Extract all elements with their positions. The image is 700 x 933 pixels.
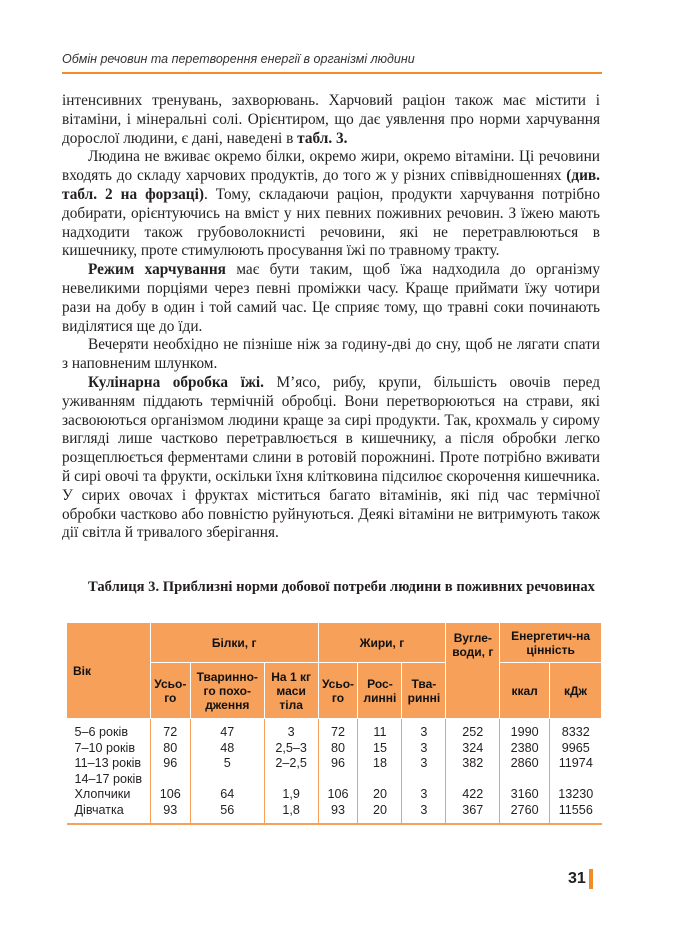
table-cell: 11 bbox=[358, 719, 402, 741]
term-culinary-processing: Кулінарна обробка їжі. bbox=[88, 373, 264, 391]
table-cell: 5 bbox=[190, 756, 264, 772]
table-cell: 11556 bbox=[550, 803, 602, 824]
endpaper-reference: (див. табл. 2 на форзаці) bbox=[62, 167, 600, 203]
table-cell: 13230 bbox=[550, 787, 602, 803]
header-rule bbox=[62, 72, 602, 74]
table-cell: 20 bbox=[358, 803, 402, 824]
table-cell: 72 bbox=[150, 719, 190, 741]
table-cell: 3 bbox=[402, 803, 446, 824]
header-fats-animal: Тва-ринні bbox=[402, 663, 446, 719]
table-cell: 1,8 bbox=[264, 803, 318, 824]
table-cell: 9965 bbox=[550, 741, 602, 757]
paragraph-2-text-b: . Тому, складаючи раціон, продукти харчування потрібно добирати, орієнтуючись на вміст у них певних поживних речовин. З їжею мають надходити також грубоволокнисті речовини, які не перетравлюються в кишечнику, проте стимулюють просування їжі по травному тракту. bbox=[62, 185, 600, 260]
paragraph-1-text: інтенсивних тренувань, захворювань. Харчовий раціон також має містити і вітаміни, і мінеральні солі. Орієнтиром, що дає уявлення про норми харчування дорослої людини, є дані, наведені в bbox=[62, 92, 600, 147]
paragraph-4 bbox=[62, 336, 600, 374]
paragraph-2-text-a: Людина не вживає окремо білки, окремо жири, окремо вітаміни. Ці речовини входять до складу харчових продуктів, до того ж у різних співвідношеннях bbox=[62, 148, 600, 185]
table-cell: 72 bbox=[318, 719, 358, 741]
table-row bbox=[67, 787, 602, 803]
header-kcal: ккал bbox=[500, 663, 550, 719]
table-row bbox=[67, 756, 602, 772]
table-cell: 3 bbox=[402, 756, 446, 772]
table-cell: 96 bbox=[150, 756, 190, 772]
table-cell: 3 bbox=[264, 719, 318, 741]
term-eating-regime: Режим харчування bbox=[88, 261, 226, 279]
running-header: Обмін речовин та перетворення енергії в організмі людини bbox=[62, 52, 415, 66]
table-cell: 2860 bbox=[500, 756, 550, 772]
body-text bbox=[62, 92, 600, 543]
table-cell: 5–6 років bbox=[74, 725, 129, 739]
table-row bbox=[67, 772, 602, 788]
table-cell: 20 bbox=[358, 787, 402, 803]
header-proteins-animal: Тваринно-го похо-дження bbox=[190, 663, 264, 719]
table-cell: 1,9 bbox=[264, 787, 318, 803]
table-cell: 14–17 років bbox=[74, 771, 143, 786]
page-number: 31 bbox=[568, 870, 586, 887]
header-proteins-total: Усьо-го bbox=[150, 663, 190, 719]
table-cell: 18 bbox=[358, 756, 402, 772]
table-cell: 252 bbox=[446, 719, 500, 741]
table-cell: 2–2,5 bbox=[264, 756, 318, 772]
table-cell: 106 bbox=[318, 787, 358, 803]
table-cell: 2760 bbox=[500, 803, 550, 824]
nutrition-norms-table bbox=[66, 622, 602, 825]
table-cell: 2,5–3 bbox=[264, 741, 318, 757]
table-cell: 3 bbox=[402, 741, 446, 757]
page-number-bar bbox=[589, 869, 593, 889]
header-proteins: Білки, г bbox=[150, 623, 318, 663]
paragraph-4-text: Вечеряти необхідно не пізніше ніж за годину-дві до сну, щоб не лягати спати з наповненим шлунком. bbox=[62, 336, 600, 373]
table-cell: 48 bbox=[190, 741, 264, 757]
table-reference: табл. 3 bbox=[297, 129, 344, 147]
paragraph-5 bbox=[62, 374, 600, 543]
table-cell: 80 bbox=[318, 741, 358, 757]
paragraph-5-text: М’ясо, рибу, крупи, більшість овочів перед уживанням піддають термічній обробці. Вони перетворюються на страви, які засвоюються організмом людини краще за сирі продукти. Так, крохмаль у сирому вигляді лише частково перетравлюється в кишечнику, а після обробки легко розщеплюється ферментами слини в ротовій порожнині. Проте потрібно вживати й сирі овочі та фрукти, оскільки їхня клітковина підсилює скорочення кишечника. У сирих овочах і фруктах міститься багато вітамінів, які під час термічної обробки частково або повністю руйнуються. Деякі вітаміни не витримують також дії світла й тривалого зберігання. bbox=[62, 373, 600, 542]
table-cell: 56 bbox=[190, 803, 264, 824]
table-cell: 382 bbox=[446, 756, 500, 772]
table-cell: 324 bbox=[446, 741, 500, 757]
table-cell: 3160 bbox=[500, 787, 550, 803]
header-fats: Жири, г bbox=[318, 623, 446, 663]
paragraph-1 bbox=[62, 92, 600, 148]
table-row bbox=[67, 719, 602, 741]
table-cell: 422 bbox=[446, 787, 500, 803]
table-cell: Хлопчики bbox=[74, 787, 131, 802]
header-energy: Енергетич-на цінність bbox=[500, 623, 602, 663]
table-cell: 3 bbox=[402, 719, 446, 741]
table-cell: 80 bbox=[150, 741, 190, 757]
table-cell: 93 bbox=[318, 803, 358, 824]
table-cell: 3 bbox=[402, 787, 446, 803]
header-fats-plant: Рос-линні bbox=[358, 663, 402, 719]
table-cell: 367 bbox=[446, 803, 500, 824]
table-cell: 2380 bbox=[500, 741, 550, 757]
table-cell: Дівчатка bbox=[67, 803, 151, 824]
header-kj: кДж bbox=[550, 663, 602, 719]
table-cell: 64 bbox=[190, 787, 264, 803]
table-caption: Таблиця 3. Приблизні норми добової потреби людини в поживних речовинах bbox=[88, 579, 595, 595]
table-cell: 11974 bbox=[550, 756, 602, 772]
table-cell: 1990 bbox=[500, 719, 550, 741]
header-age: Вік bbox=[67, 623, 151, 719]
paragraph-3 bbox=[62, 261, 600, 336]
table-cell: 15 bbox=[358, 741, 402, 757]
header-fats-total: Усьо-го bbox=[318, 663, 358, 719]
paragraph-3-text: має бути таким, щоб їжа надходила до організму невеликими порціями через певні проміжки часу. Краще приймати їжу чотири рази на добу в один і той самий час. Це сприяє тому, що травні соки починають виділятися ще до їди. bbox=[62, 261, 601, 335]
table-row bbox=[67, 803, 602, 824]
table-row bbox=[67, 741, 602, 757]
table-cell: 7–10 років bbox=[74, 740, 136, 755]
header-carbs: Вугле-води, г bbox=[446, 623, 500, 719]
paragraph-2 bbox=[62, 148, 600, 261]
paragraph-1-end: . bbox=[343, 129, 348, 147]
table-cell: 106 bbox=[150, 787, 190, 803]
table-cell: 47 bbox=[190, 719, 264, 741]
table-cell: 8332 bbox=[550, 719, 602, 741]
table-cell: 11–13 років bbox=[74, 756, 142, 771]
table-cell: 96 bbox=[318, 756, 358, 772]
header-proteins-per-kg: На 1 кг маси тіла bbox=[264, 663, 318, 719]
table-cell: 93 bbox=[150, 803, 190, 824]
